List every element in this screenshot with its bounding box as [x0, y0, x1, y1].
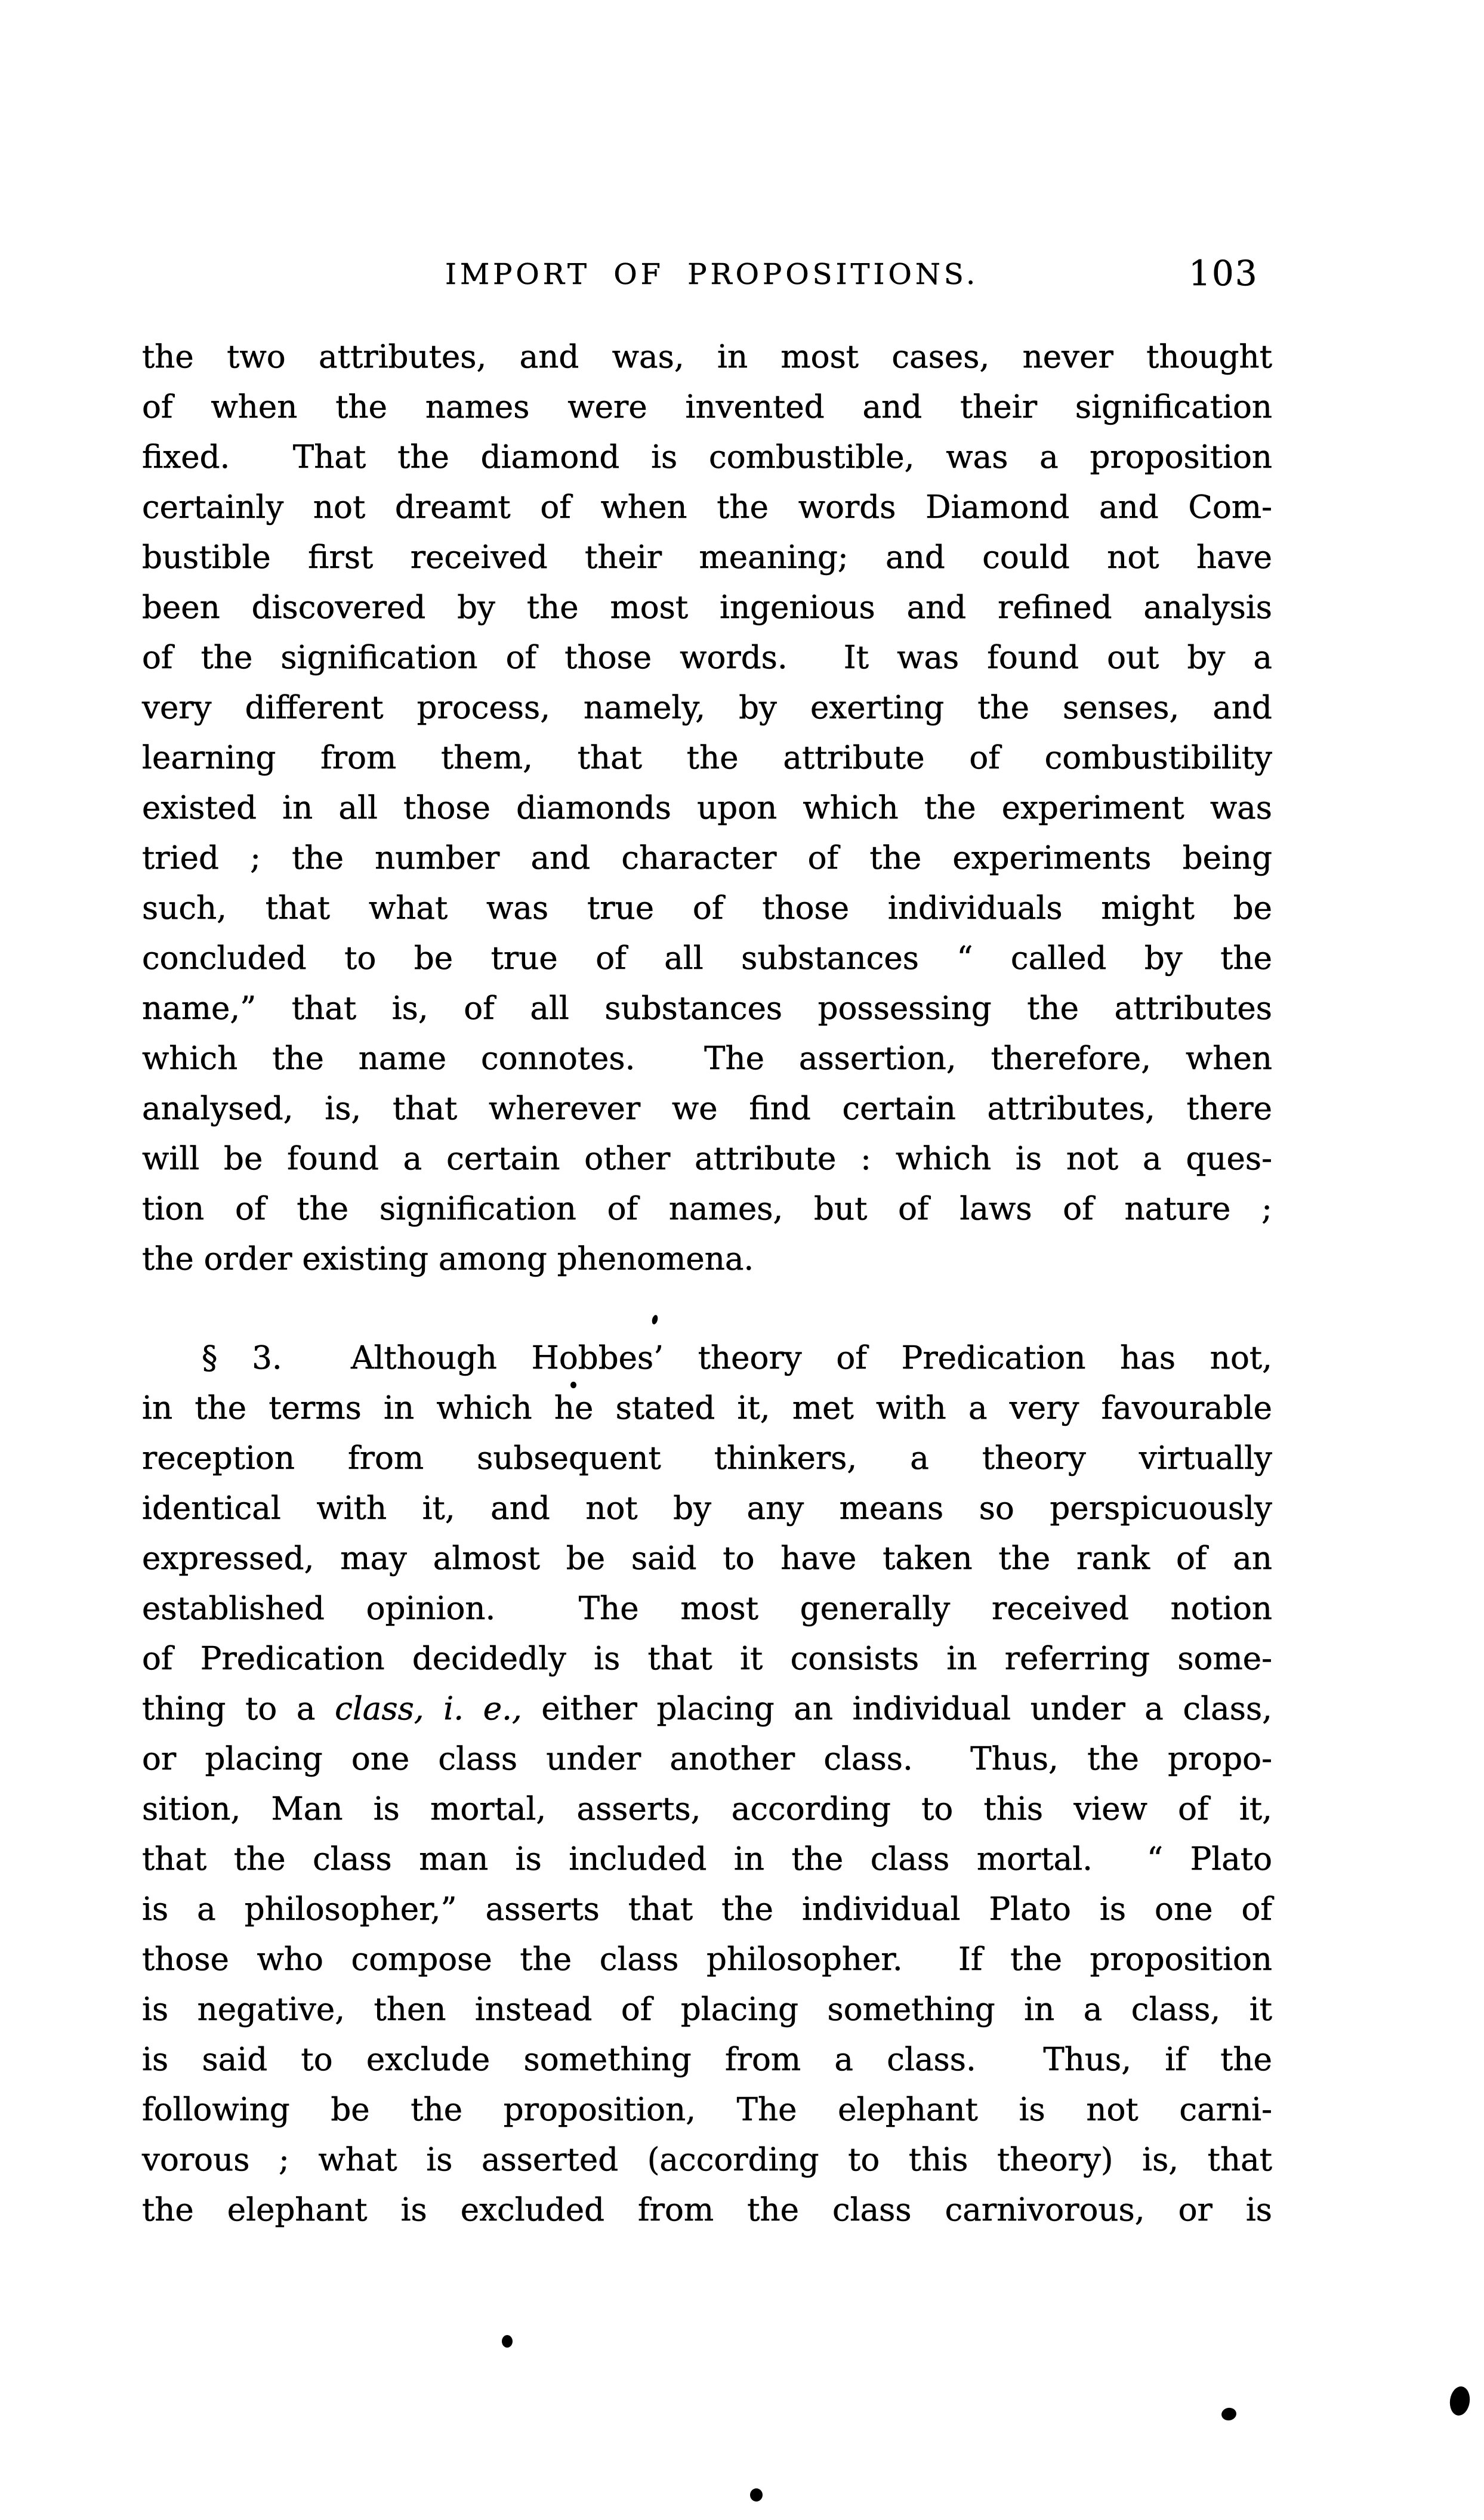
text-line: vorous ; what is asserted (according to this theory) is, that: [142, 2142, 1272, 2178]
text-line: concluded to be true of all substances “ called by the: [142, 940, 1272, 977]
text-line: tion of the signification of names, but of laws of nature ;: [142, 1191, 1272, 1227]
text-line: which the name connotes. The assertion, therefore, when: [142, 1040, 1272, 1077]
text-line: such, that what was true of those individuals might be: [142, 890, 1272, 927]
text-line: of Predication decidedly is that it consists in referring some-: [142, 1641, 1272, 1677]
ink-speck: [1220, 2407, 1237, 2422]
text-line: of the signification of those words. It was found out by a: [142, 640, 1272, 676]
text-line: the two attributes, and was, in most cases, never thought: [142, 339, 1272, 375]
text-line: existed in all those diamonds upon which the experiment was: [142, 790, 1272, 826]
text-line: reception from subsequent thinkers, a theory virtually: [142, 1440, 1272, 1477]
text-line: the elephant is excluded from the class carnivorous, or is: [142, 2192, 1272, 2228]
text-line: of when the names were invented and their signification: [142, 389, 1272, 425]
text-line: is negative, then instead of placing something in a class, it: [142, 1991, 1272, 2028]
paragraph: [142, 1333, 1272, 2235]
text-line: been discovered by the most ingenious and refined analysis: [142, 589, 1272, 626]
text-line: established opinion. The most generally received notion: [142, 1591, 1272, 1627]
text-line: analysed, is, that wherever we find certain attributes, there: [142, 1091, 1272, 1127]
text-line: bustible first received their meaning; and could not have: [142, 539, 1272, 576]
page-number: 103: [1189, 253, 1258, 294]
running-title: IMPORT OF PROPOSITIONS.: [445, 258, 979, 291]
text-line: thing to a class, i. e., either placing an individual under a class,: [142, 1691, 1272, 1727]
text-line: those who compose the class philosopher. If the proposition: [142, 1941, 1272, 1978]
text-line: name,” that is, of all substances possessing the attributes: [142, 990, 1272, 1027]
text-line: certainly not dreamt of when the words Diamond and Com-: [142, 489, 1272, 526]
text-line: learning from them, that the attribute of combustibility: [142, 740, 1272, 776]
text-line: following be the proposition, The elephant is not carni-: [142, 2092, 1272, 2128]
body-text: [142, 332, 1272, 2235]
text-line: sition, Man is mortal, asserts, according to this view of it,: [142, 1791, 1272, 1827]
text-line: or placing one class under another class. Thus, the propo-: [142, 1741, 1272, 1777]
paragraph: [142, 332, 1272, 1284]
text-line: expressed, may almost be said to have taken the rank of an: [142, 1540, 1272, 1577]
text-line: identical with it, and not by any means so perspicuously: [142, 1490, 1272, 1527]
text-line: is a philosopher,” asserts that the individual Plato is one of: [142, 1891, 1272, 1928]
text-line: the order existing among phenomena.: [142, 1241, 754, 1277]
text-line: tried ; the number and character of the experiments being: [142, 840, 1272, 876]
ink-speck: [750, 2488, 763, 2502]
text-line: § 3. Although Hobbes’ theory of Predication has not,: [202, 1340, 1272, 1376]
text-line: will be found a certain other attribute : which is not a ques-: [142, 1141, 1272, 1177]
ink-speck: [502, 2335, 513, 2348]
ink-speck: [570, 1382, 576, 1388]
text-line: is said to exclude something from a class. Thus, if the: [142, 2042, 1272, 2078]
text-line: fixed. That the diamond is combustible, was a proposition: [142, 439, 1272, 475]
ink-speck: [1448, 2385, 1471, 2417]
text-line: in the terms in which he stated it, met with a very favourable: [142, 1390, 1272, 1426]
text-line: that the class man is included in the class mortal. “ Plato: [142, 1841, 1272, 1877]
text-line: very different process, namely, by exerting the senses, and: [142, 690, 1272, 726]
